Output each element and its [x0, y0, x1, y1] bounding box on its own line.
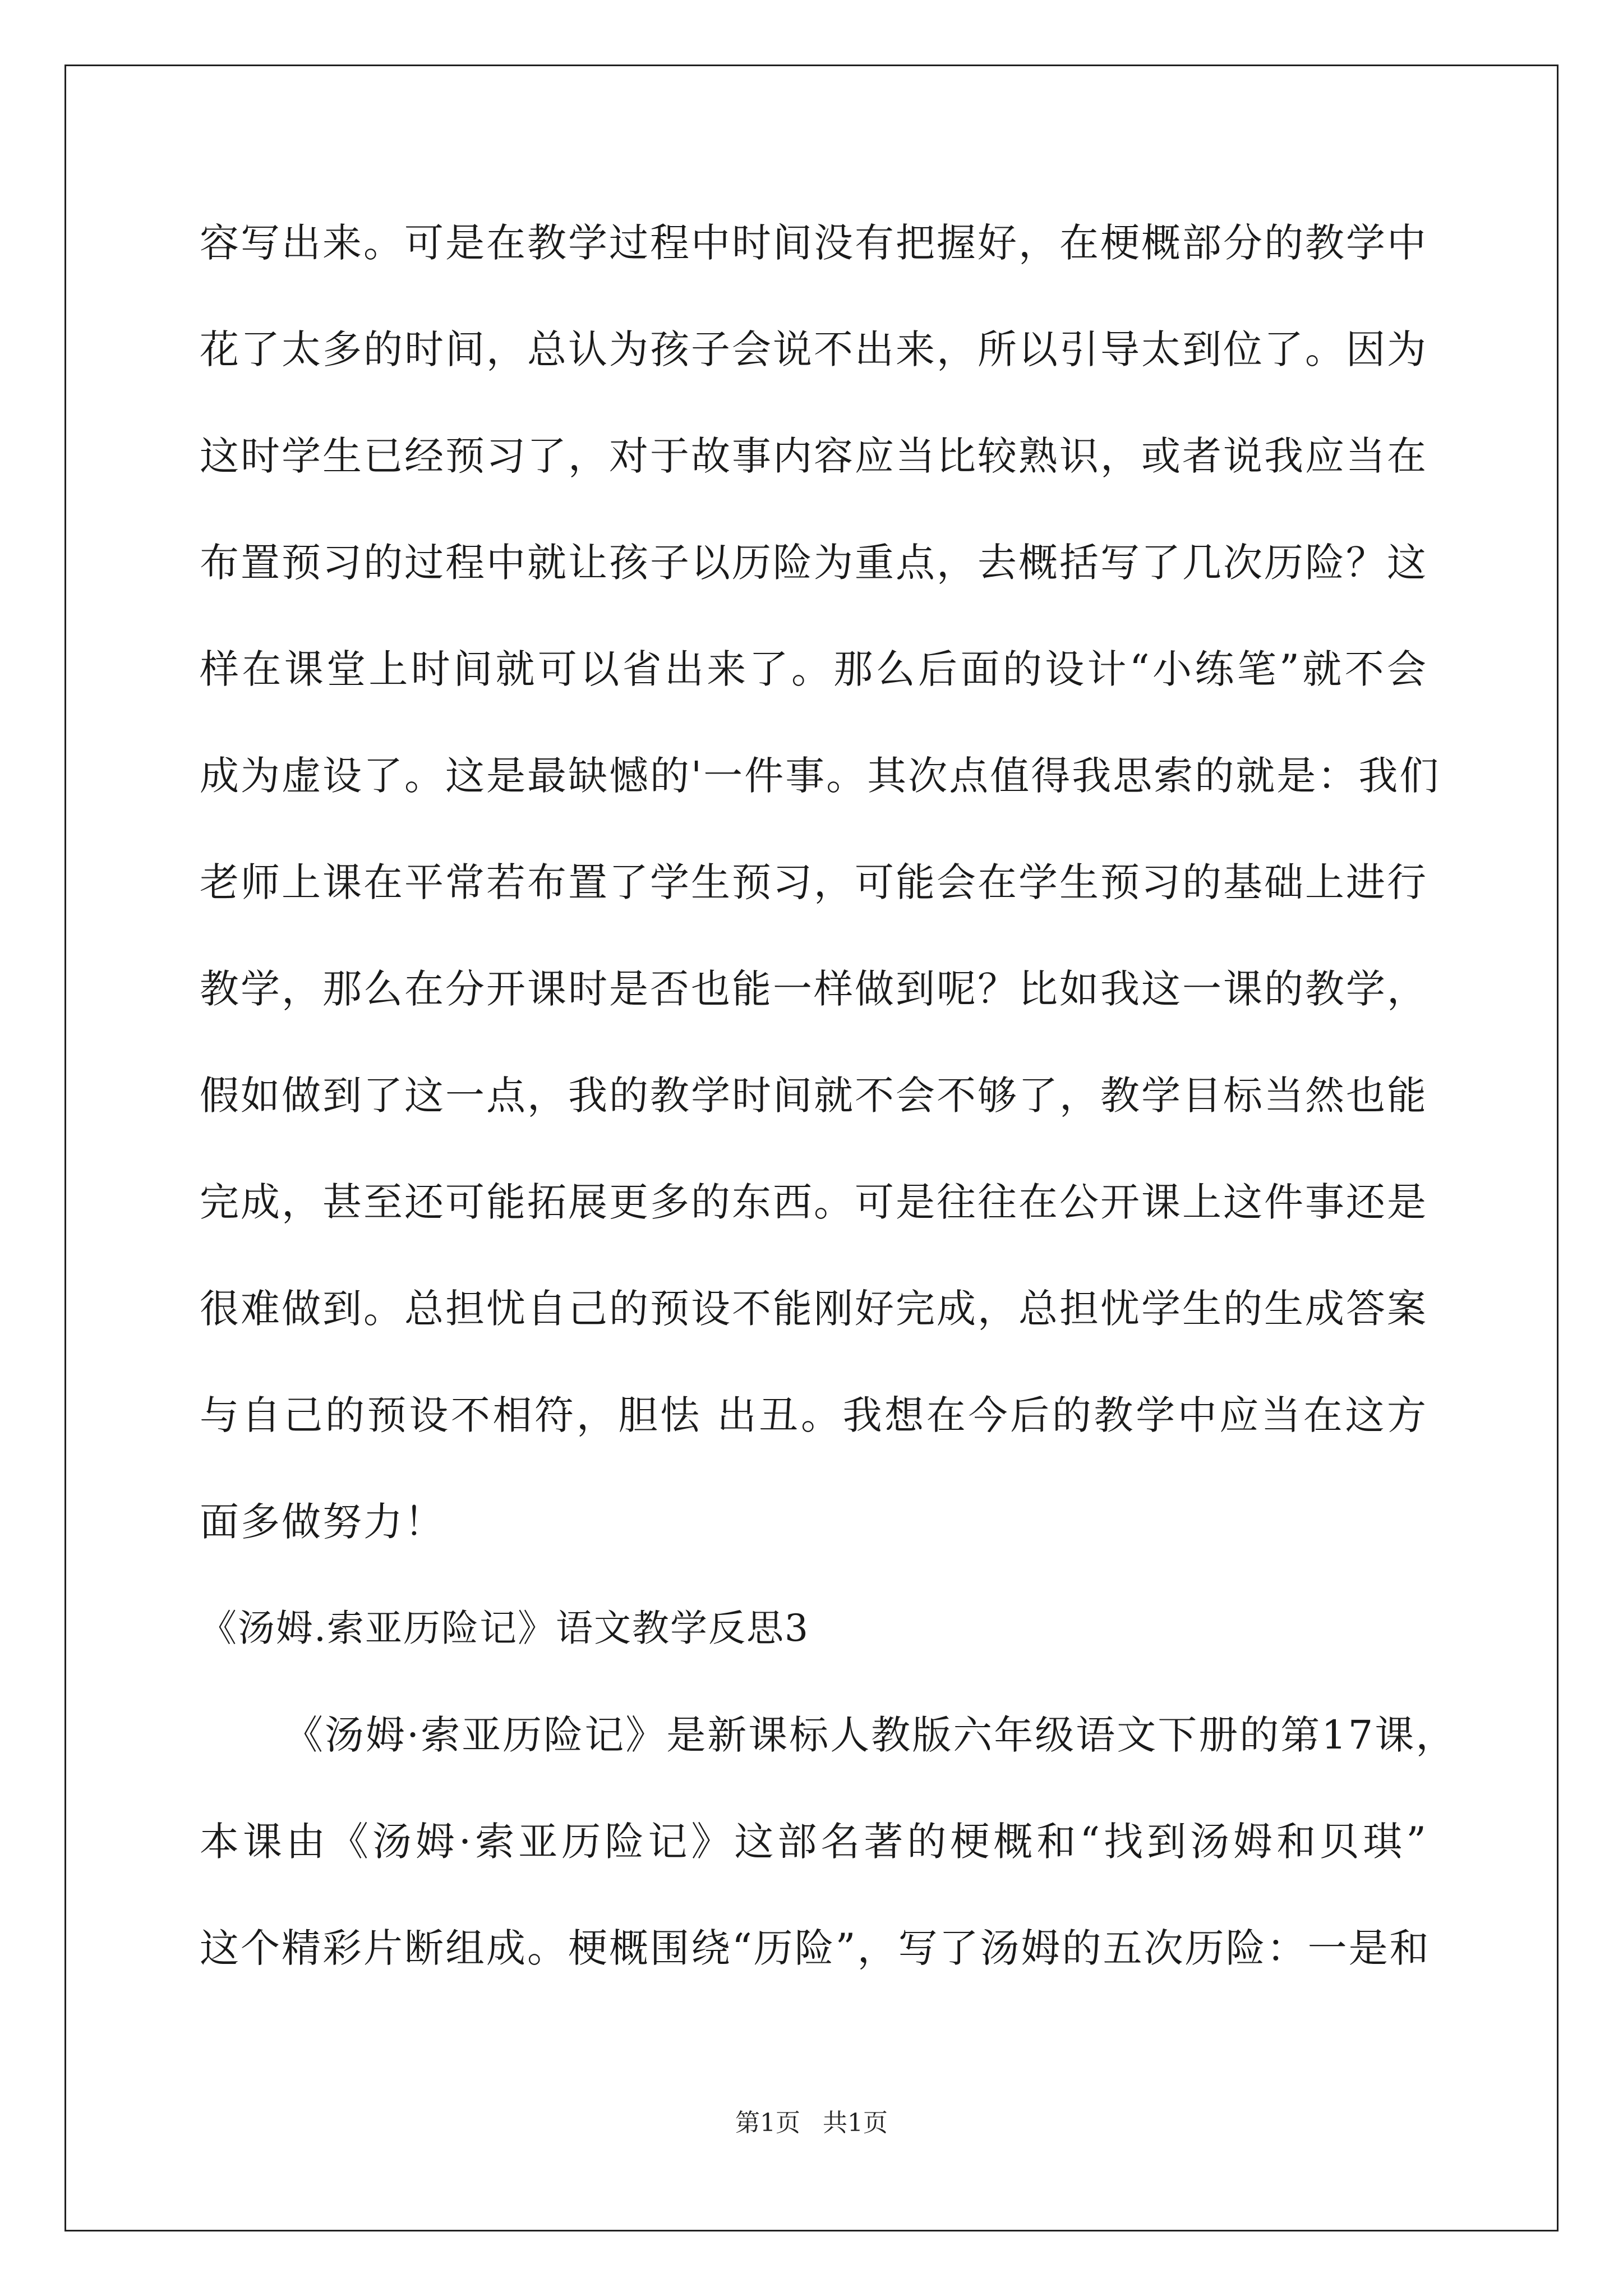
paragraph-line: 很难做到。总担忧自己的预设不能刚好完成，总担忧学生的生成答案 — [200, 1286, 1428, 1332]
paragraph-line: 完成，甚至还可能拓展更多的东西。可是往往在公开课上这件事还是 — [200, 1179, 1428, 1225]
paragraph-line: 布置预习的过程中就让孩子以历险为重点，去概括写了几次历险？这 — [200, 540, 1428, 586]
page-total: 共1页 — [823, 2109, 888, 2137]
paragraph-line: 教学，那么在分开课时是否也能一样做到呢？比如我这一课的教学， — [200, 966, 1428, 1012]
paragraph-line: 老师上课在平常若布置了学生预习，可能会在学生预习的基础上进行 — [200, 859, 1428, 905]
paragraph-line: 容写出来。可是在教学过程中时间没有把握好，在梗概部分的教学中 — [200, 220, 1428, 266]
page-number: 第1页 — [735, 2109, 800, 2137]
section-title: 《汤姆.索亚历险记》语文教学反思3 — [200, 1607, 809, 1650]
paragraph-line: 假如做到了这一点，我的教学时间就不会不够了，教学目标当然也能 — [200, 1073, 1428, 1119]
section-paragraph-line: 这个精彩片断组成。梗概围绕“历险”，写了汤姆的五次历险：一是和 — [200, 1925, 1431, 1971]
paragraph-line: 样在课堂上时间就可以省出来了。那么后面的设计“小练笔”就不会 — [200, 646, 1428, 692]
paragraph-line: 这时学生已经预习了，对于故事内容应当比较熟识，或者说我应当在 — [200, 433, 1428, 479]
document-body — [200, 212, 1457, 2024]
page-footer — [0, 2106, 1623, 2140]
paragraph-line: 花了太多的时间，总认为孩子会说不出来，所以引导太到位了。因为 — [200, 326, 1428, 372]
paragraph-line: 成为虚设了。这是最缺憾的'一件事。其次点值得我思索的就是：我们 — [200, 753, 1441, 799]
section-paragraph-line: 《汤姆·索亚历险记》是新课标人教版六年级语文下册的第17课， — [284, 1712, 1457, 1758]
paragraph-line: 与自己的预设不相符，胆怯 出丑。我想在今后的教学中应当在这方 — [200, 1392, 1428, 1438]
section-paragraph-line: 本课由《汤姆·索亚历险记》这部名著的梗概和“找到汤姆和贝琪” — [200, 1819, 1428, 1865]
paragraph-line-last: 面多做努力！ — [200, 1499, 445, 1545]
